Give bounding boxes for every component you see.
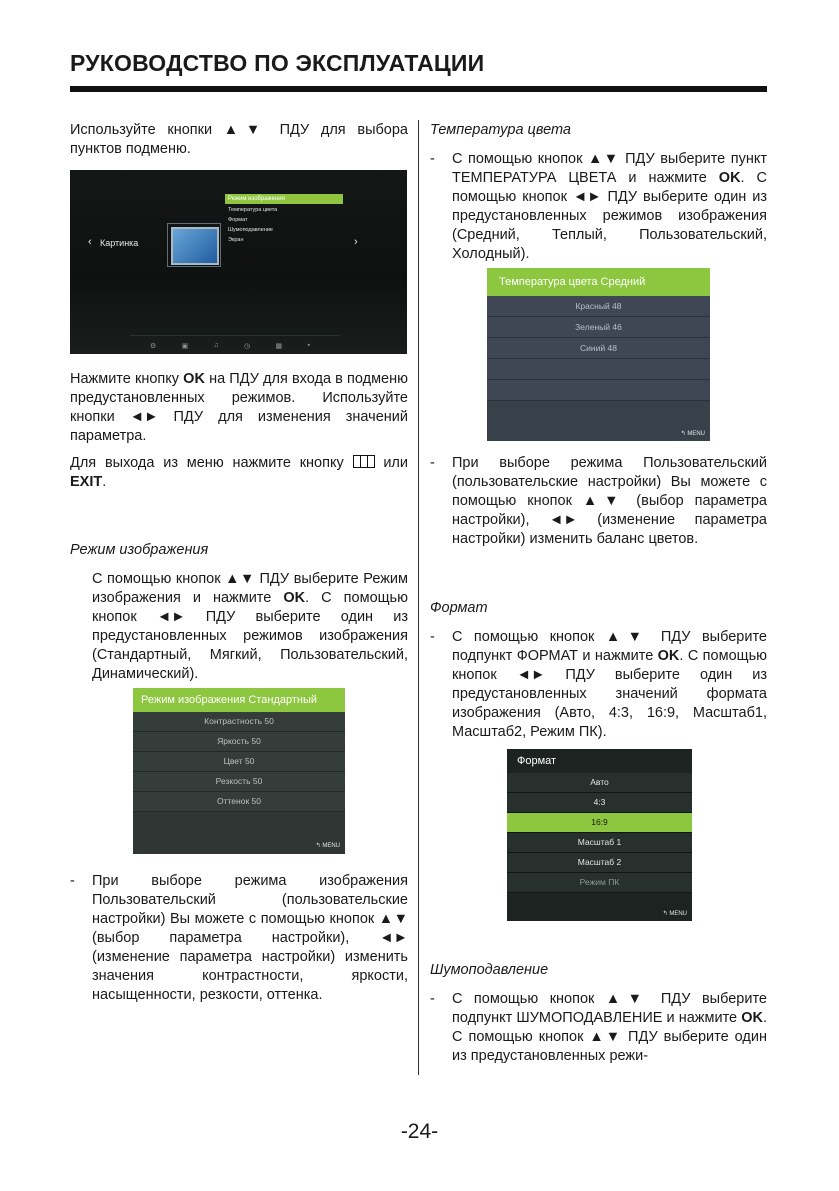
noise-section bbox=[430, 961, 767, 1066]
text-part: . С помощью кнопок ▲▼ ПДУ выберите один из предустановленных режи- bbox=[452, 1010, 767, 1064]
ok-key: OK bbox=[657, 648, 680, 664]
menu-footer-label: MENU bbox=[687, 431, 705, 437]
menu-row: Масштаб 2 bbox=[507, 853, 692, 873]
color-temp-menu-screenshot bbox=[487, 268, 710, 441]
text-part: . С помощью кнопок ◄► ПДУ выберите один из предустановленных режимов изображения (Стандартный, Мягкий, Пользовательский, Динамический). bbox=[92, 590, 408, 682]
intro-text: Используйте кнопки ▲▼ ПДУ для выбора пунктов подменю. bbox=[70, 122, 408, 157]
text-part: или bbox=[374, 455, 408, 471]
text-part: . С помощью кнопок ◄► ПДУ выберите один из предустановленных режимов изображения (Средний, Теплый, Пользовательский, Холодный). bbox=[452, 170, 767, 262]
tv-menu-item: Экран bbox=[228, 237, 244, 243]
ok-key: OK bbox=[283, 590, 306, 606]
menu-row: Авто bbox=[507, 773, 692, 793]
menu-header: Формат bbox=[517, 755, 557, 767]
exit-key: EXIT bbox=[70, 474, 103, 490]
color-temp-section bbox=[430, 121, 767, 264]
menu-footer-label: MENU bbox=[669, 911, 687, 917]
menu-row: Режим ПК bbox=[507, 873, 692, 893]
ok-key: OK bbox=[718, 170, 741, 186]
header-rule bbox=[70, 86, 767, 92]
chevron-right-icon: › bbox=[354, 236, 358, 248]
left-ok-block bbox=[70, 370, 408, 492]
text-part: С помощью кнопок ▲▼ ПДУ выберите подпункт ФОРМАТ и нажмите bbox=[452, 629, 767, 664]
picture-mode-menu-screenshot bbox=[133, 688, 345, 854]
color-temp-user-note: - При выборе режима Пользовательский (пользовательские настройки) Вы можете с помощью кнопок ▲▼ (выбор параметра настройки), ◄► (изменение параметра настройки) изменить баланс цветов. bbox=[430, 454, 767, 549]
noise-heading: Шумоподавление bbox=[430, 962, 549, 978]
menu-footer: ↰ MENU bbox=[315, 843, 340, 849]
left-intro bbox=[70, 121, 408, 159]
tv-menu-label: Картинка bbox=[100, 238, 139, 248]
format-heading: Формат bbox=[430, 600, 488, 616]
menu-row: Оттенок 50 bbox=[133, 792, 345, 812]
picture-user-note-block bbox=[70, 872, 408, 1005]
ok-text bbox=[70, 370, 408, 446]
menu-row-empty bbox=[487, 380, 710, 401]
column-divider bbox=[418, 120, 419, 1075]
text-part: Нажмите кнопку bbox=[70, 371, 184, 387]
menu-header: Режим изображения Стандартный bbox=[133, 688, 345, 712]
lock-icon: ▦ bbox=[275, 343, 283, 350]
clock-icon: ◷ bbox=[244, 343, 251, 350]
picture-mode-heading: Режим изображения bbox=[70, 542, 209, 558]
text-part: . bbox=[102, 474, 107, 490]
picture-user-note: - При выборе режима изображения Пользовательский (пользовательские настройки) Вы можете с помощью кнопок ▲▼ (выбор параметра настройки), ◄► (изменение параметра настройки) изменить значения контрастности, яркости, насыщенности, резкости, оттенка. bbox=[70, 872, 408, 1005]
menu-row-selected: 16:9 bbox=[507, 813, 692, 833]
chevron-left-icon: ‹ bbox=[88, 236, 92, 248]
picture-mode-text bbox=[70, 570, 408, 684]
format-section bbox=[430, 599, 767, 742]
menu-header: Температура цвета Средний bbox=[487, 268, 710, 296]
menu-row: Контрастность 50 bbox=[133, 712, 345, 732]
text-part: С помощью кнопок ▲▼ ПДУ выберите Режим изображения и нажмите bbox=[92, 571, 408, 606]
picture-icon bbox=[171, 227, 219, 265]
picture-mode-section bbox=[70, 541, 408, 684]
picture-tab-icon: ▣ bbox=[181, 343, 189, 350]
menu-row: Синий 48 bbox=[487, 338, 710, 359]
page-number: -24- bbox=[400, 1120, 439, 1143]
format-text bbox=[430, 628, 767, 742]
tv-picture-menu-screenshot bbox=[70, 170, 407, 354]
ok-key: OK bbox=[183, 371, 205, 387]
menu-footer: ↰ MENU bbox=[662, 911, 687, 917]
menu-row: 4:3 bbox=[507, 793, 692, 813]
menu-footer-label: MENU bbox=[322, 843, 340, 849]
color-temp-text bbox=[430, 150, 767, 264]
dock-divider bbox=[130, 335, 340, 336]
text-part: . С помощью кнопок ◄► ПДУ выберите один из предустановленных значений формата изображения (Авто, 4:3, 16:9, Масштаб1, Масштаб2, Режим ПК). bbox=[452, 648, 767, 740]
menu-row: Яркость 50 bbox=[133, 732, 345, 752]
menu-row: Красный 48 bbox=[487, 296, 710, 317]
ok-key: OK bbox=[741, 1010, 763, 1026]
menu-row: Резкость 50 bbox=[133, 772, 345, 792]
format-menu-screenshot bbox=[507, 749, 692, 921]
sound-icon: ♫ bbox=[213, 342, 219, 349]
text-part: Для выхода из меню нажмите кнопку bbox=[70, 455, 353, 471]
setup-icon: ▪ bbox=[307, 342, 310, 349]
tv-menu-item: Шумоподавление bbox=[228, 227, 273, 233]
settings-icon: ⚙ bbox=[150, 343, 157, 350]
menu-row: Цвет 50 bbox=[133, 752, 345, 772]
tv-dock bbox=[150, 342, 310, 350]
tv-menu-item-selected: Режим изображения bbox=[225, 194, 343, 204]
color-temp-user-note-block bbox=[430, 454, 767, 549]
noise-text bbox=[430, 990, 767, 1066]
menu-row-empty bbox=[487, 359, 710, 380]
tv-menu-item: Температура цвета bbox=[228, 207, 278, 213]
text-part: С помощью кнопок ▲▼ ПДУ выберите подпункт ШУМОПОДАВЛЕНИЕ и нажмите bbox=[452, 991, 767, 1026]
page-title: РУКОВОДСТВО ПО ЭКСПЛУАТАЦИИ bbox=[70, 50, 485, 76]
text-part: на ПДУ для входа в подменю предустановленных режимов. Используйте кнопки ◄► ПДУ для изменения значений параметра. bbox=[70, 371, 408, 444]
menu-row: Зеленый 46 bbox=[487, 317, 710, 338]
menu-row: Масштаб 1 bbox=[507, 833, 692, 853]
text-part: С помощью кнопок ▲▼ ПДУ выберите пункт ТЕМПЕРАТУРА ЦВЕТА и нажмите bbox=[452, 151, 767, 186]
color-temp-heading: Температура цвета bbox=[430, 122, 571, 138]
menu-footer: ↰ MENU bbox=[680, 431, 705, 437]
exit-text bbox=[70, 454, 408, 492]
tv-menu-item: Формат bbox=[228, 217, 248, 223]
menu-button-icon bbox=[353, 455, 375, 468]
